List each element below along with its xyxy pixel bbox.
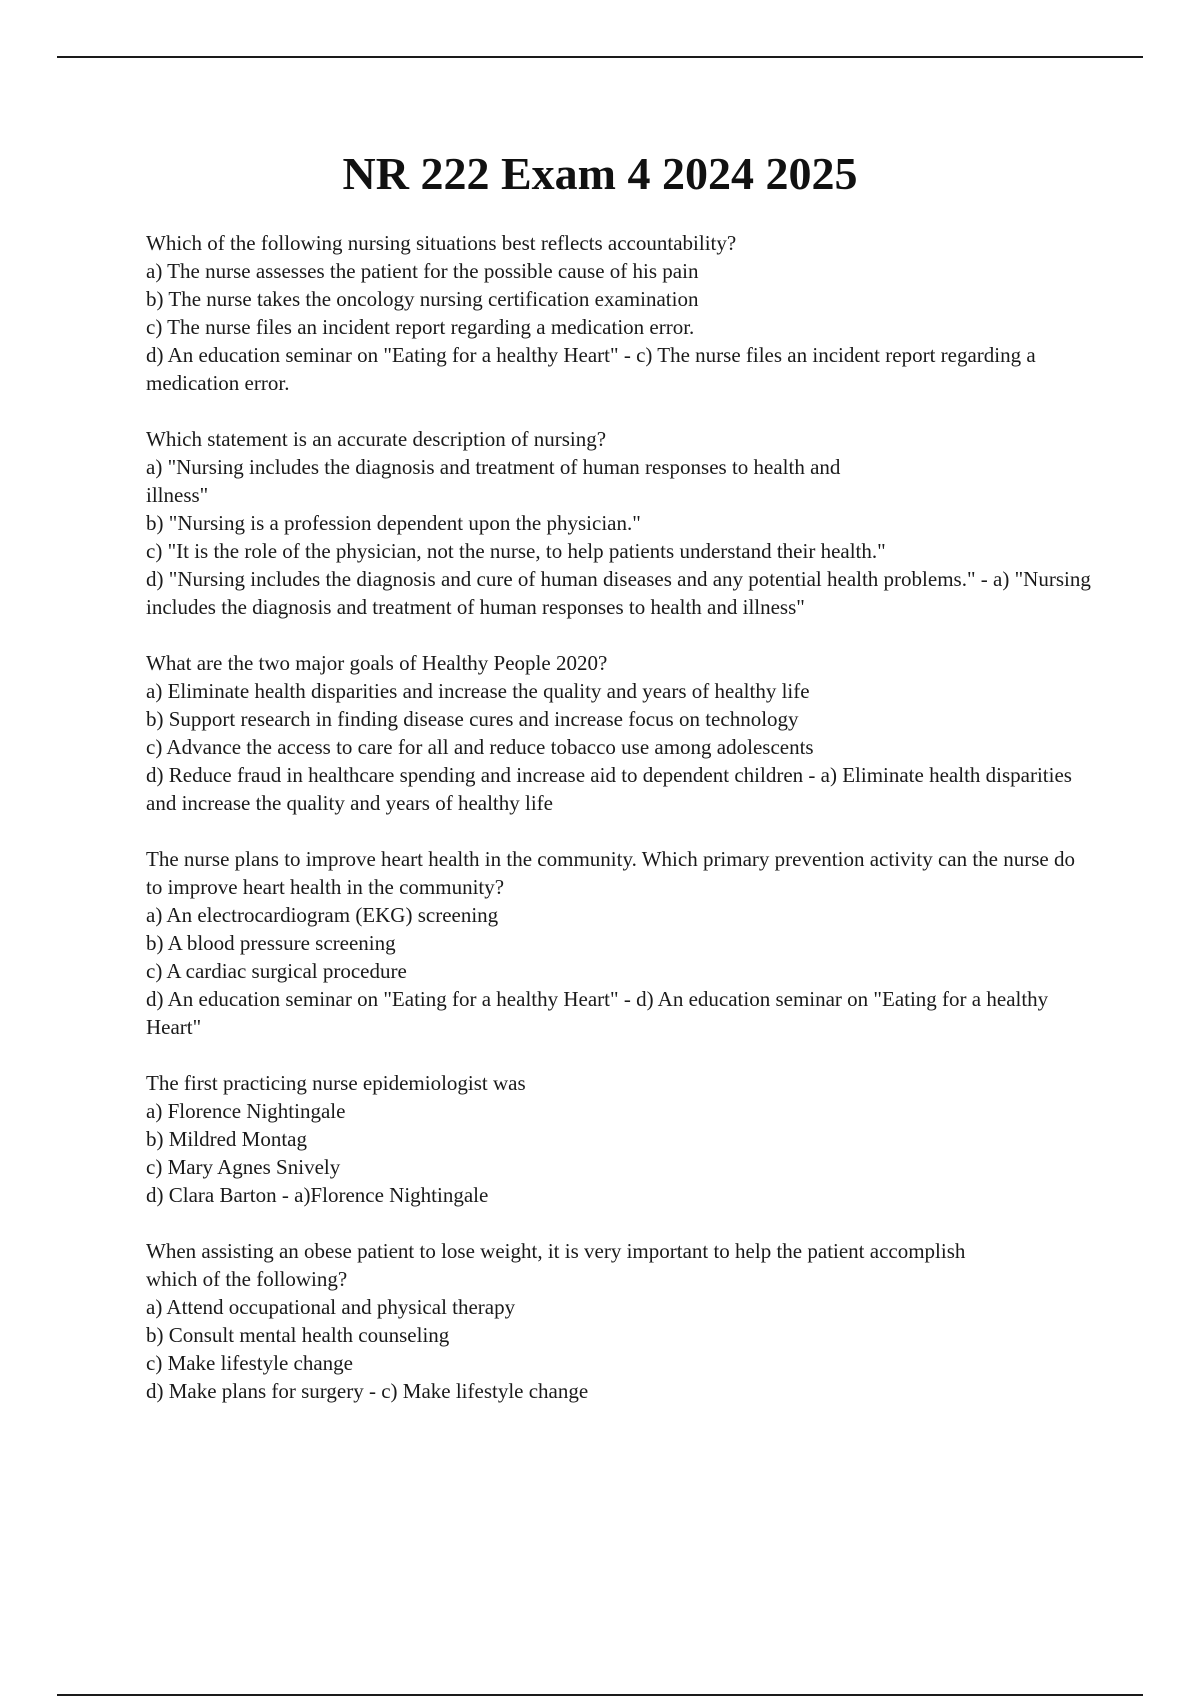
page-title: NR 222 Exam 4 2024 2025 [342, 148, 858, 199]
question-block-2 [146, 425, 1096, 621]
option-c: c) A cardiac surgical procedure [146, 959, 407, 983]
option-d-with-answer: d) "Nursing includes the diagnosis and cure of human diseases and any potential health problems." - a) "Nursing includes the diagnosis and treatment of human responses to health and illness" [146, 567, 1091, 619]
option-b: b) Mildred Montag [146, 1127, 307, 1151]
question-text: The nurse plans to improve heart health in the community. Which primary prevention activity can the nurse do to improve heart health in the community? [146, 847, 1075, 899]
question-text: What are the two major goals of Healthy People 2020? [146, 651, 608, 675]
option-d-with-answer: d) Clara Barton - a)Florence Nightingale [146, 1183, 489, 1207]
option-a: a) Attend occupational and physical therapy [146, 1295, 516, 1319]
question-text: Which statement is an accurate description of nursing? [146, 427, 607, 451]
option-a: a) Florence Nightingale [146, 1099, 346, 1123]
option-b: b) A blood pressure screening [146, 931, 396, 955]
option-c: c) Advance the access to care for all and reduce tobacco use among adolescents [146, 735, 814, 759]
option-a: a) An electrocardiogram (EKG) screening [146, 903, 499, 927]
question-block-1 [146, 229, 1096, 397]
option-a: a) The nurse assesses the patient for the possible cause of his pain [146, 259, 699, 283]
question-block-6 [146, 1237, 1096, 1405]
option-c: c) The nurse files an incident report regarding a medication error. [146, 315, 695, 339]
option-d-with-answer: d) An education seminar on "Eating for a healthy Heart" - c) The nurse files an incident report regarding a medication error. [146, 343, 1036, 395]
option-c: c) "It is the role of the physician, not the nurse, to help patients understand their health." [146, 539, 886, 563]
question-list [146, 229, 1096, 1433]
option-d-with-answer: d) Reduce fraud in healthcare spending and increase aid to dependent children - a) Eliminate health disparities and increase the quality and years of healthy life [146, 763, 1072, 815]
question-text: When assisting an obese patient to lose weight, it is very important to help the patient accomplish which of the following? [146, 1239, 966, 1291]
option-b: b) Support research in finding disease cures and increase focus on technology [146, 707, 799, 731]
option-a: a) "Nursing includes the diagnosis and treatment of human responses to health and illness" [146, 455, 841, 507]
option-c: c) Mary Agnes Snively [146, 1155, 341, 1179]
option-b: b) "Nursing is a profession dependent upon the physician." [146, 511, 641, 535]
question-block-3 [146, 649, 1096, 817]
bottom-rule [57, 1694, 1143, 1696]
question-text: The first practicing nurse epidemiologist was [146, 1071, 526, 1095]
question-block-5 [146, 1069, 1096, 1209]
question-block-4 [146, 845, 1096, 1041]
top-rule [57, 56, 1143, 58]
option-a: a) Eliminate health disparities and increase the quality and years of healthy life [146, 679, 810, 703]
option-b: b) The nurse takes the oncology nursing certification examination [146, 287, 699, 311]
option-c: c) Make lifestyle change [146, 1351, 353, 1375]
option-d-with-answer: d) Make plans for surgery - c) Make lifestyle change [146, 1379, 589, 1403]
option-d-with-answer: d) An education seminar on "Eating for a healthy Heart" - d) An education seminar on "Eating for a healthy Heart" [146, 987, 1049, 1039]
question-text: Which of the following nursing situations best reflects accountability? [146, 231, 737, 255]
option-b: b) Consult mental health counseling [146, 1323, 450, 1347]
